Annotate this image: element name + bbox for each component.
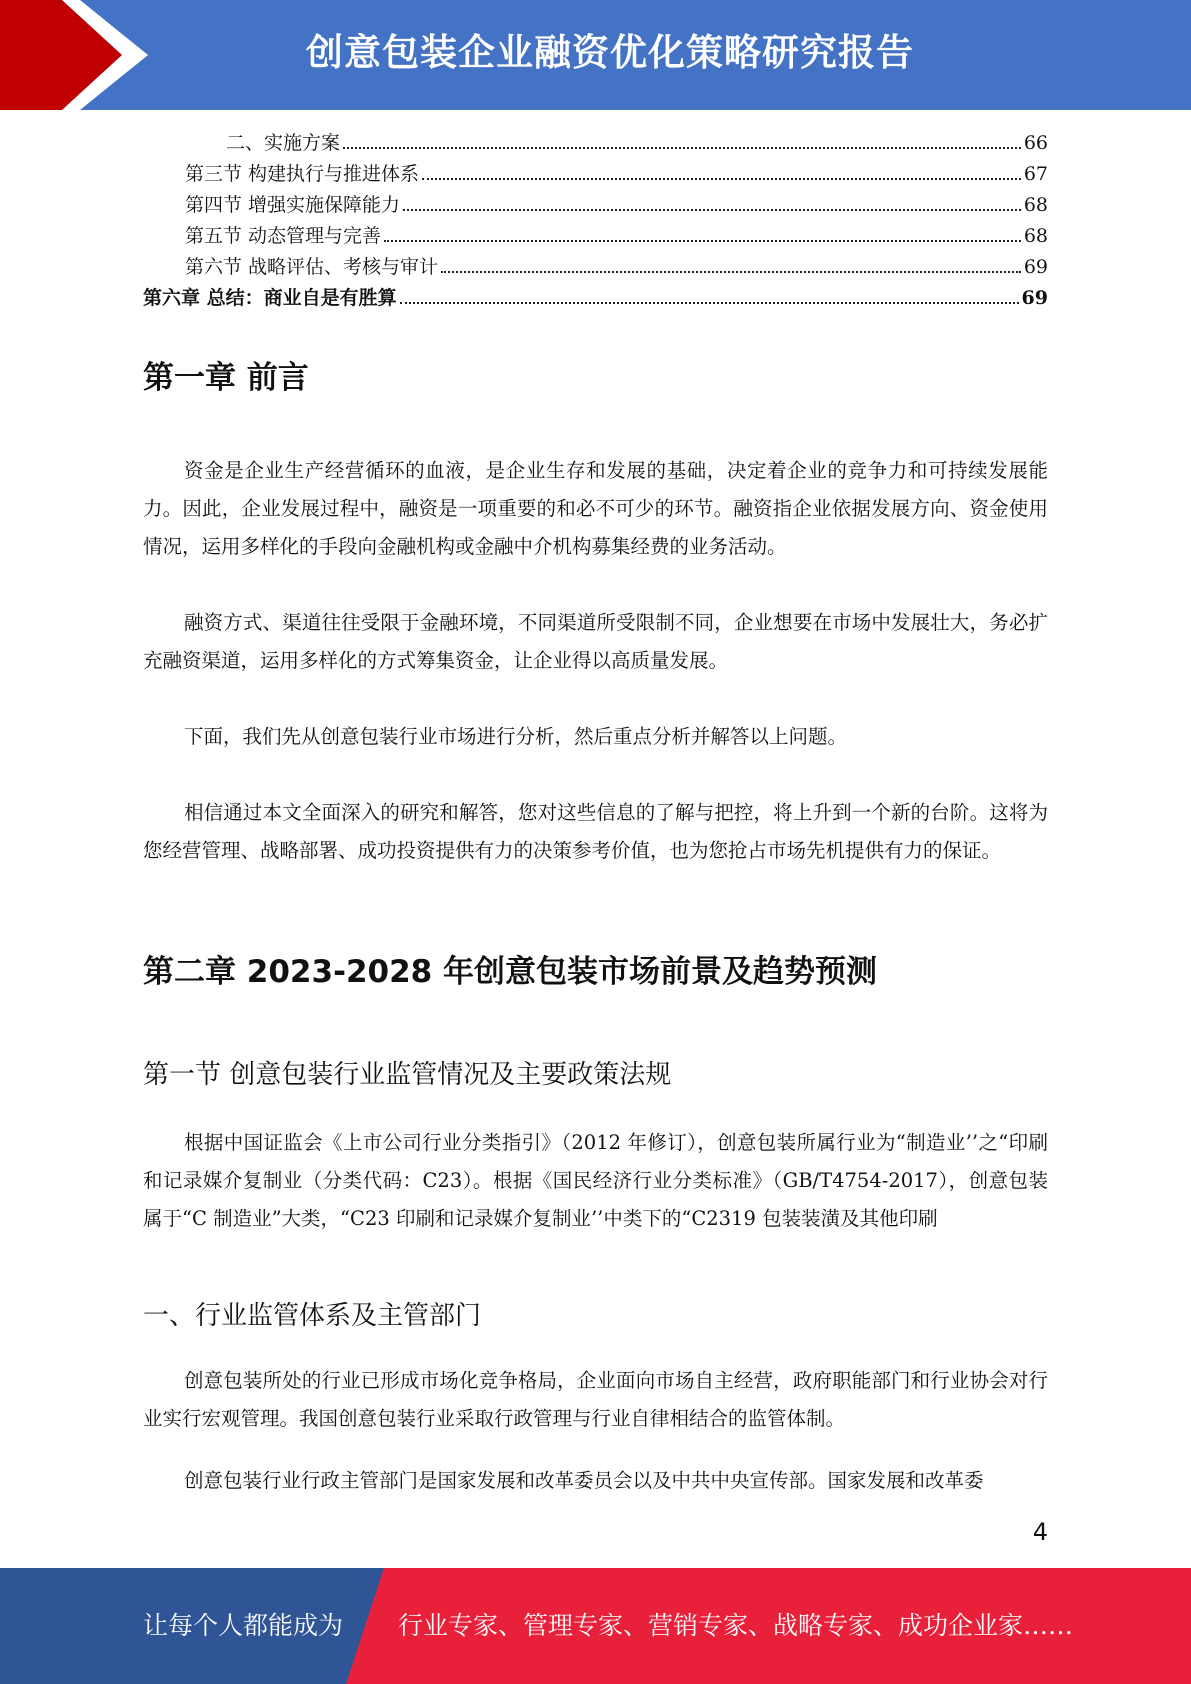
toc-entry-page: 67 bbox=[1023, 163, 1048, 185]
toc-leader-dots bbox=[441, 271, 1021, 273]
toc-leader-dots bbox=[400, 302, 1019, 304]
chapter-heading: 第一章 前言 bbox=[143, 360, 309, 396]
toc-entry[interactable] bbox=[143, 252, 1048, 283]
page-header bbox=[0, 0, 1191, 110]
toc-entry[interactable] bbox=[143, 283, 1048, 314]
toc-entry[interactable] bbox=[143, 159, 1048, 190]
toc-entry[interactable] bbox=[143, 128, 1048, 159]
footer-slogan-left: 让每个人都能成为 bbox=[143, 1611, 344, 1640]
chapter-heading: 第二章 2023-2028 年创意包装市场前景及趋势预测 bbox=[143, 954, 878, 990]
toc-entry[interactable] bbox=[143, 190, 1048, 221]
page-footer bbox=[0, 1568, 1191, 1684]
toc-entry-label: 二、实施方案 bbox=[226, 132, 341, 154]
toc-entry-page: 66 bbox=[1023, 132, 1048, 154]
toc-entry-page: 69 bbox=[1021, 287, 1048, 309]
toc-entry-label: 第四节 增强实施保障能力 bbox=[185, 194, 401, 216]
subsection-heading: 一、行业监管体系及主管部门 bbox=[143, 1301, 482, 1331]
toc-entry[interactable] bbox=[143, 221, 1048, 252]
toc-leader-dots bbox=[422, 178, 1021, 180]
toc-entry-page: 68 bbox=[1023, 225, 1048, 247]
toc-leader-dots bbox=[384, 240, 1021, 242]
toc-entry-label: 第六节 战略评估、考核与审计 bbox=[185, 256, 439, 278]
table-of-contents bbox=[143, 128, 1048, 314]
toc-entry-page: 68 bbox=[1023, 194, 1048, 216]
body-paragraph: 相信通过本文全面深入的研究和解答，您对这些信息的了解与把控，将上升到一个新的台阶。这将为您经营管理、战略部署、成功投资提供有力的决策参考价值，也为您抢占市场先机提供有力的保证。 bbox=[143, 801, 1048, 862]
toc-leader-dots bbox=[343, 147, 1021, 149]
body-paragraph: 资金是企业生产经营循环的血液，是企业生存和发展的基础，决定着企业的竞争力和可持续发展能力。因此，企业发展过程中，融资是一项重要的和必不可少的环节。融资指企业依据发展方向、资金使用情况，运用多样化的手段向金融机构或金融中介机构募集经费的业务活动。 bbox=[143, 459, 1048, 558]
toc-entry-label: 第六章 总结：商业自是有胜算 bbox=[143, 287, 397, 309]
page-number: 4 bbox=[1032, 1518, 1048, 1546]
toc-entry-label: 第五节 动态管理与完善 bbox=[185, 225, 382, 247]
body-paragraph: 创意包装所处的行业已形成市场化竞争格局，企业面向市场自主经营，政府职能部门和行业协会对行业实行宏观管理。我国创意包装行业采取行政管理与行业自律相结合的监管体制。 bbox=[143, 1369, 1048, 1430]
body-paragraph: 融资方式、渠道往往受限于金融环境，不同渠道所受限制不同，企业想要在市场中发展壮大，务必扩充融资渠道，运用多样化的方式筹集资金，让企业得以高质量发展。 bbox=[143, 611, 1048, 672]
body-paragraph: 根据中国证监会《上市公司行业分类指引》（2012 年修订），创意包装所属行业为“制造业’’之“印刷和记录媒介复制业（分类代码：C23）。根据《国民经济行业分类标准》（GB/T4754-2017），创意包装属于“C 制造业”大类，“C23 印刷和记录媒介复制业’’中类下的“C2319 包装装潢及其他印刷 bbox=[143, 1131, 1048, 1230]
report-title: 创意包装企业融资优化策略研究报告 bbox=[306, 31, 914, 74]
toc-entry-page: 69 bbox=[1023, 256, 1048, 278]
toc-leader-dots bbox=[403, 209, 1021, 211]
footer-slogan-right: 行业专家、管理专家、营销专家、战略专家、成功企业家…… bbox=[398, 1611, 1074, 1640]
body-paragraph: 下面，我们先从创意包装行业市场进行分析，然后重点分析并解答以上问题。 bbox=[184, 725, 848, 748]
section-heading: 第一节 创意包装行业监管情况及主要政策法规 bbox=[143, 1060, 672, 1090]
toc-entry-label: 第三节 构建执行与推进体系 bbox=[185, 163, 420, 185]
body-paragraph: 创意包装行业行政主管部门是国家发展和改革委员会以及中共中央宣传部。国家发展和改革委 bbox=[184, 1469, 984, 1492]
